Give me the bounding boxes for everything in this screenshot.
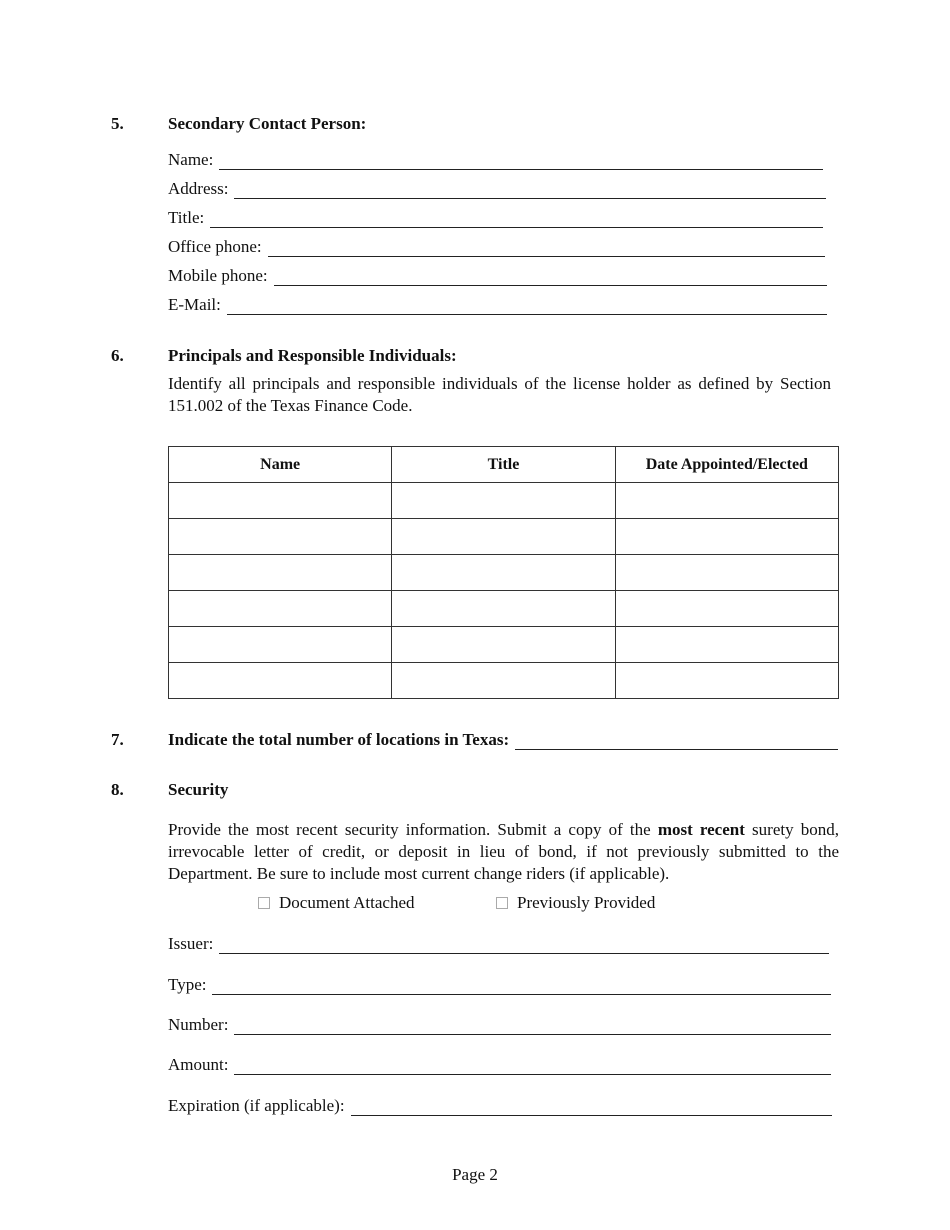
contact-office-phone-field	[168, 235, 825, 257]
security-type-label: Type:	[168, 975, 207, 994]
table-row	[169, 591, 839, 627]
date-cell[interactable]	[615, 591, 838, 627]
security-expiration-label: Expiration (if applicable):	[168, 1096, 345, 1115]
contact-address-field	[168, 177, 826, 199]
name-cell[interactable]	[169, 519, 392, 555]
date-cell[interactable]	[615, 663, 838, 699]
security-number-label: Number:	[168, 1015, 229, 1034]
contact-email-label: E-Mail:	[168, 295, 221, 314]
security-issuer-input-line[interactable]	[219, 936, 829, 954]
section-5-number: 5.	[111, 114, 124, 133]
section-6-number: 6.	[111, 346, 124, 365]
previously-provided-option[interactable]	[496, 893, 655, 913]
section-8-description-start: Provide the most recent security information. Submit a copy of the	[168, 820, 658, 839]
principals-table-header-row	[169, 447, 839, 483]
previously-provided-checkbox[interactable]	[496, 897, 508, 909]
previously-provided-label: Previously Provided	[517, 893, 656, 912]
name-cell[interactable]	[169, 627, 392, 663]
title-cell[interactable]	[392, 519, 615, 555]
name-cell[interactable]	[169, 483, 392, 519]
section-7-number: 7.	[111, 730, 124, 749]
page-number: Page 2	[452, 1165, 498, 1184]
contact-address-input-line[interactable]	[234, 181, 826, 199]
section-5-heading: Secondary Contact Person:	[168, 114, 367, 133]
texas-locations-label: Indicate the total number of locations in Texas:	[168, 730, 510, 749]
texas-locations-input-line[interactable]	[515, 732, 838, 750]
contact-email-field	[168, 293, 827, 315]
title-cell[interactable]	[392, 663, 615, 699]
section-8-description-emphasis: most recent	[657, 820, 745, 839]
contact-office-phone-label: Office phone:	[168, 237, 262, 256]
column-header-name: Name	[169, 447, 392, 483]
section-8-description-end: surety bond, irrevocable letter of credit, or deposit in lieu of bond, if not previously submitted to the Department. Be sure to include most current change riders (if applicable).	[168, 820, 839, 883]
section-6-heading: Principals and Responsible Individuals:	[168, 346, 457, 365]
contact-title-field	[168, 206, 823, 228]
contact-title-input-line[interactable]	[210, 210, 823, 228]
section-8-heading: Security	[168, 780, 229, 799]
table-row	[169, 663, 839, 699]
title-cell[interactable]	[392, 483, 615, 519]
section-8-number: 8.	[111, 780, 124, 799]
table-row	[169, 483, 839, 519]
contact-email-input-line[interactable]	[227, 297, 827, 315]
contact-name-label: Name:	[168, 150, 214, 169]
contact-office-phone-input-line[interactable]	[268, 239, 825, 257]
security-issuer-field	[168, 932, 829, 954]
security-number-field	[168, 1013, 831, 1035]
security-amount-field	[168, 1053, 831, 1075]
security-issuer-label: Issuer:	[168, 934, 214, 953]
security-number-input-line[interactable]	[234, 1017, 831, 1035]
name-cell[interactable]	[169, 555, 392, 591]
section-8-description	[168, 819, 839, 885]
table-row	[169, 627, 839, 663]
document-attached-checkbox[interactable]	[258, 897, 270, 909]
security-amount-label: Amount:	[168, 1055, 229, 1074]
title-cell[interactable]	[392, 591, 615, 627]
document-attached-label: Document Attached	[279, 893, 415, 912]
principals-table	[168, 446, 839, 699]
title-cell[interactable]	[392, 627, 615, 663]
security-expiration-field	[168, 1094, 832, 1116]
contact-title-label: Title:	[168, 208, 205, 227]
security-type-field	[168, 973, 831, 995]
security-type-input-line[interactable]	[212, 977, 831, 995]
name-cell[interactable]	[169, 663, 392, 699]
table-row	[169, 519, 839, 555]
contact-name-input-line[interactable]	[219, 152, 823, 170]
contact-mobile-phone-label: Mobile phone:	[168, 266, 268, 285]
contact-address-label: Address:	[168, 179, 229, 198]
table-row	[169, 555, 839, 591]
texas-locations-field	[168, 728, 838, 750]
section-6-description: Identify all principals and responsible individuals of the license holder as defined by Section 151.002 of the Texas Finance Code.	[168, 374, 831, 415]
date-cell[interactable]	[615, 555, 838, 591]
date-cell[interactable]	[615, 627, 838, 663]
contact-mobile-phone-input-line[interactable]	[274, 268, 827, 286]
column-header-title: Title	[392, 447, 615, 483]
date-cell[interactable]	[615, 483, 838, 519]
contact-mobile-phone-field	[168, 264, 827, 286]
security-expiration-input-line[interactable]	[351, 1098, 832, 1116]
title-cell[interactable]	[392, 555, 615, 591]
date-cell[interactable]	[615, 519, 838, 555]
column-header-date-appointed: Date Appointed/Elected	[615, 447, 838, 483]
security-amount-input-line[interactable]	[234, 1057, 831, 1075]
name-cell[interactable]	[169, 591, 392, 627]
document-attached-option[interactable]	[258, 893, 415, 913]
contact-name-field	[168, 148, 823, 170]
